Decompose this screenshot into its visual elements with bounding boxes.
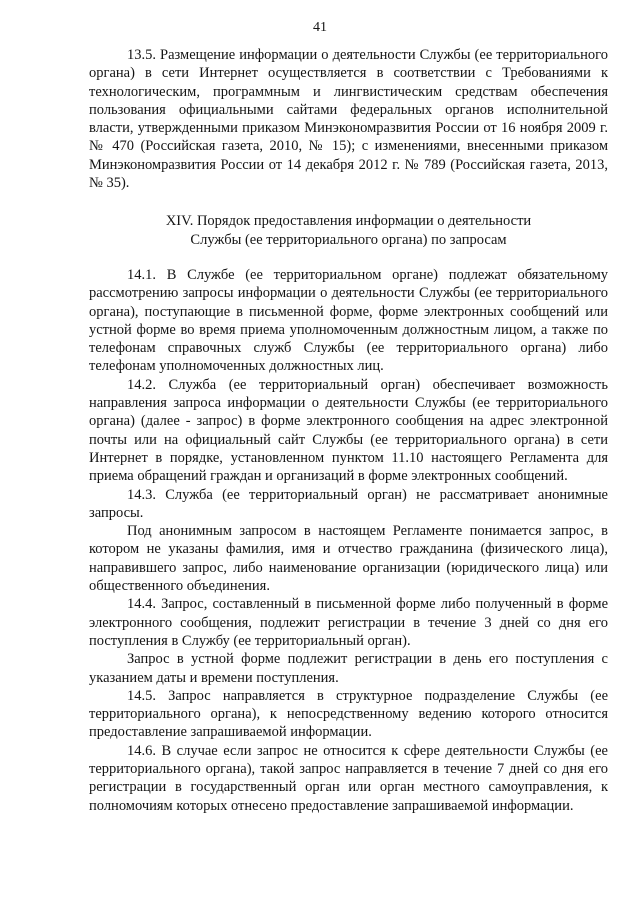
paragraph-14-2: 14.2. Служба (ее территориальный орган) обеспечивает возможность направления запроса информации о деятельности Службы (ее территориального органа) (далее - запрос) в форме электронного сообщения на адрес электронной почты или на официальный сайт Службы (ее территориального органа) в сети Интернет в порядке, установленном пунктом 11.10 настоящего Регламента для приема обращений граждан и организаций в форме электронных сообщений. [89,376,608,485]
paragraph-14-4: 14.4. Запрос, составленный в письменной форме либо полученный в форме электронного сообщения, подлежит регистрации в течение 3 дней со дня его поступления в Службу (ее территориальный орган). [89,596,608,649]
section-heading [89,212,608,249]
paragraph-14-1: 14.1. В Службе (ее территориальном органе) подлежат обязательному рассмотрению запросы информации о деятельности Службы (ее территориального органа), поступающие в письменной форме, форме электронных сообщений или устной форме во время приема уполномоченным должностным лицом, а также по телефонам справочных служб Службы (ее территориального органа) либо телефонам уполномоченных должностных лиц. [89,266,608,375]
paragraph-13-5: 13.5. Размещение информации о деятельности Службы (ее территориального органа) в сети Интернет осуществляется в соответствии с Требованиями к технологическим, программным и лингвистическим средствам обеспечения пользования официальными сайтами федеральных органов исполнительной власти, утвержденными приказом Минэкономразвития России от 16 ноября 2009 г. № 470 (Российская газета, 2010, № 15); с изменениями, внесенными приказом Минэкономразвития России от 14 декабря 2012 г. № 789 (Российская газета, 2013, № 35). [89,47,608,192]
paragraph-14-6: 14.6. В случае если запрос не относится к сфере деятельности Службы (ее территориального органа), такой запрос направляется в течение 7 дней со дня его регистрации в государственный орган или орган местного самоуправления, к полномочиям которых отнесено предоставление запрашиваемой информации. [89,742,608,814]
paragraph-oral-request: Запрос в устной форме подлежит регистрации в день его поступления с указанием даты и времени поступления. [89,651,608,686]
document-body [89,46,608,815]
paragraph-14-5: 14.5. Запрос направляется в структурное подразделение Службы (ее территориального органа), к непосредственному ведению которого относится предоставление запрашиваемой информации. [89,687,608,741]
paragraph-14-3: 14.3. Служба (ее территориальный орган) не рассматривает анонимные запросы. [89,486,608,521]
page-number: 41 [313,20,327,35]
section-heading-line-1: XIV. Порядок предоставления информации о деятельности [165,213,532,230]
section-heading-line-2: Службы (ее территориального органа) по запросам [190,231,507,248]
paragraph-anonymous-request: Под анонимным запросом в настоящем Регламенте понимается запрос, в котором не указаны фамилия, имя и отчество гражданина (физического лица), направившего запрос, либо наименование организации (юридического лица) или общественного объединения. [89,523,608,595]
